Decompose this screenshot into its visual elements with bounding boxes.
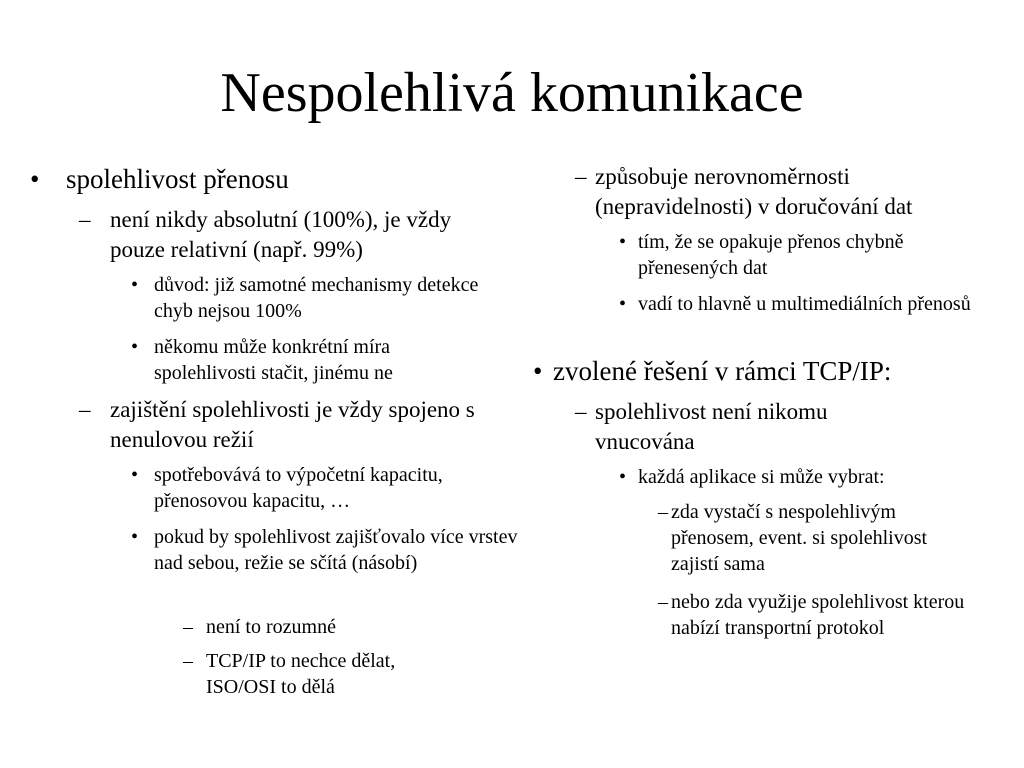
- list-item-text: tím, že se opakuje přenos chybně přenesených dat: [638, 231, 904, 279]
- bullet-marker: •: [131, 526, 139, 548]
- list-item-text: nebo zda využije spolehlivost kterou nabízí transportní protokol: [671, 591, 965, 639]
- dash-marker: –: [575, 399, 587, 424]
- dash-marker: –: [79, 397, 91, 422]
- list-item-text: každá aplikace si může vybrat:: [638, 466, 885, 488]
- dash-marker: –: [183, 650, 193, 672]
- list-item-text: není nikdy absolutní (100%), je vždy pouze relativní (např. 99%): [110, 207, 452, 262]
- list-item-text: někomu může konkrétní míra spolehlivosti stačit, jinému ne: [154, 336, 393, 384]
- bullet-marker: •: [30, 164, 40, 194]
- list-item-text: zvolené řešení v rámci TCP/IP:: [553, 356, 892, 386]
- bullet-marker: •: [619, 231, 627, 253]
- bullet-marker: •: [533, 356, 543, 386]
- list-item-text: zajištění spolehlivosti je vždy spojeno s nenulovou režií: [110, 397, 475, 452]
- dash-marker: –: [183, 616, 193, 638]
- dash-marker: –: [658, 591, 668, 613]
- list-item-text: spotřebovává to výpočetní kapacitu, přenosovou kapacitu, …: [154, 464, 443, 512]
- list-item-text: spolehlivost není nikomu vnucována: [595, 399, 828, 454]
- bullet-marker: •: [131, 336, 139, 358]
- list-item-text: způsobuje nerovnoměrnosti (nepravidelnosti) v doručování dat: [595, 164, 913, 219]
- bullet-marker: •: [131, 274, 139, 296]
- slide-title: Nespolehlivá komunikace: [220, 62, 804, 124]
- list-item-text: vadí to hlavně u multimediálních přenosů: [638, 293, 971, 315]
- bullet-marker: •: [619, 466, 627, 488]
- list-item-text: důvod: již samotné mechanismy detekce chyb nejsou 100%: [154, 274, 479, 322]
- list-item-text: spolehlivost přenosu: [66, 164, 289, 194]
- list-item-text: TCP/IP to nechce dělat, ISO/OSI to dělá: [206, 650, 396, 698]
- bullet-marker: •: [619, 293, 627, 315]
- list-item-text: zda vystačí s nespolehlivým přenosem, event. si spolehlivost zajistí sama: [671, 501, 928, 575]
- dash-marker: –: [575, 164, 587, 189]
- dash-marker: –: [658, 501, 668, 523]
- list-item-text: pokud by spolehlivost zajišťovalo více vrstev nad sebou, režie se sčítá (násobí): [154, 526, 518, 574]
- bullet-marker: •: [131, 464, 139, 486]
- dash-marker: –: [79, 207, 91, 232]
- list-item-text: není to rozumné: [206, 616, 336, 638]
